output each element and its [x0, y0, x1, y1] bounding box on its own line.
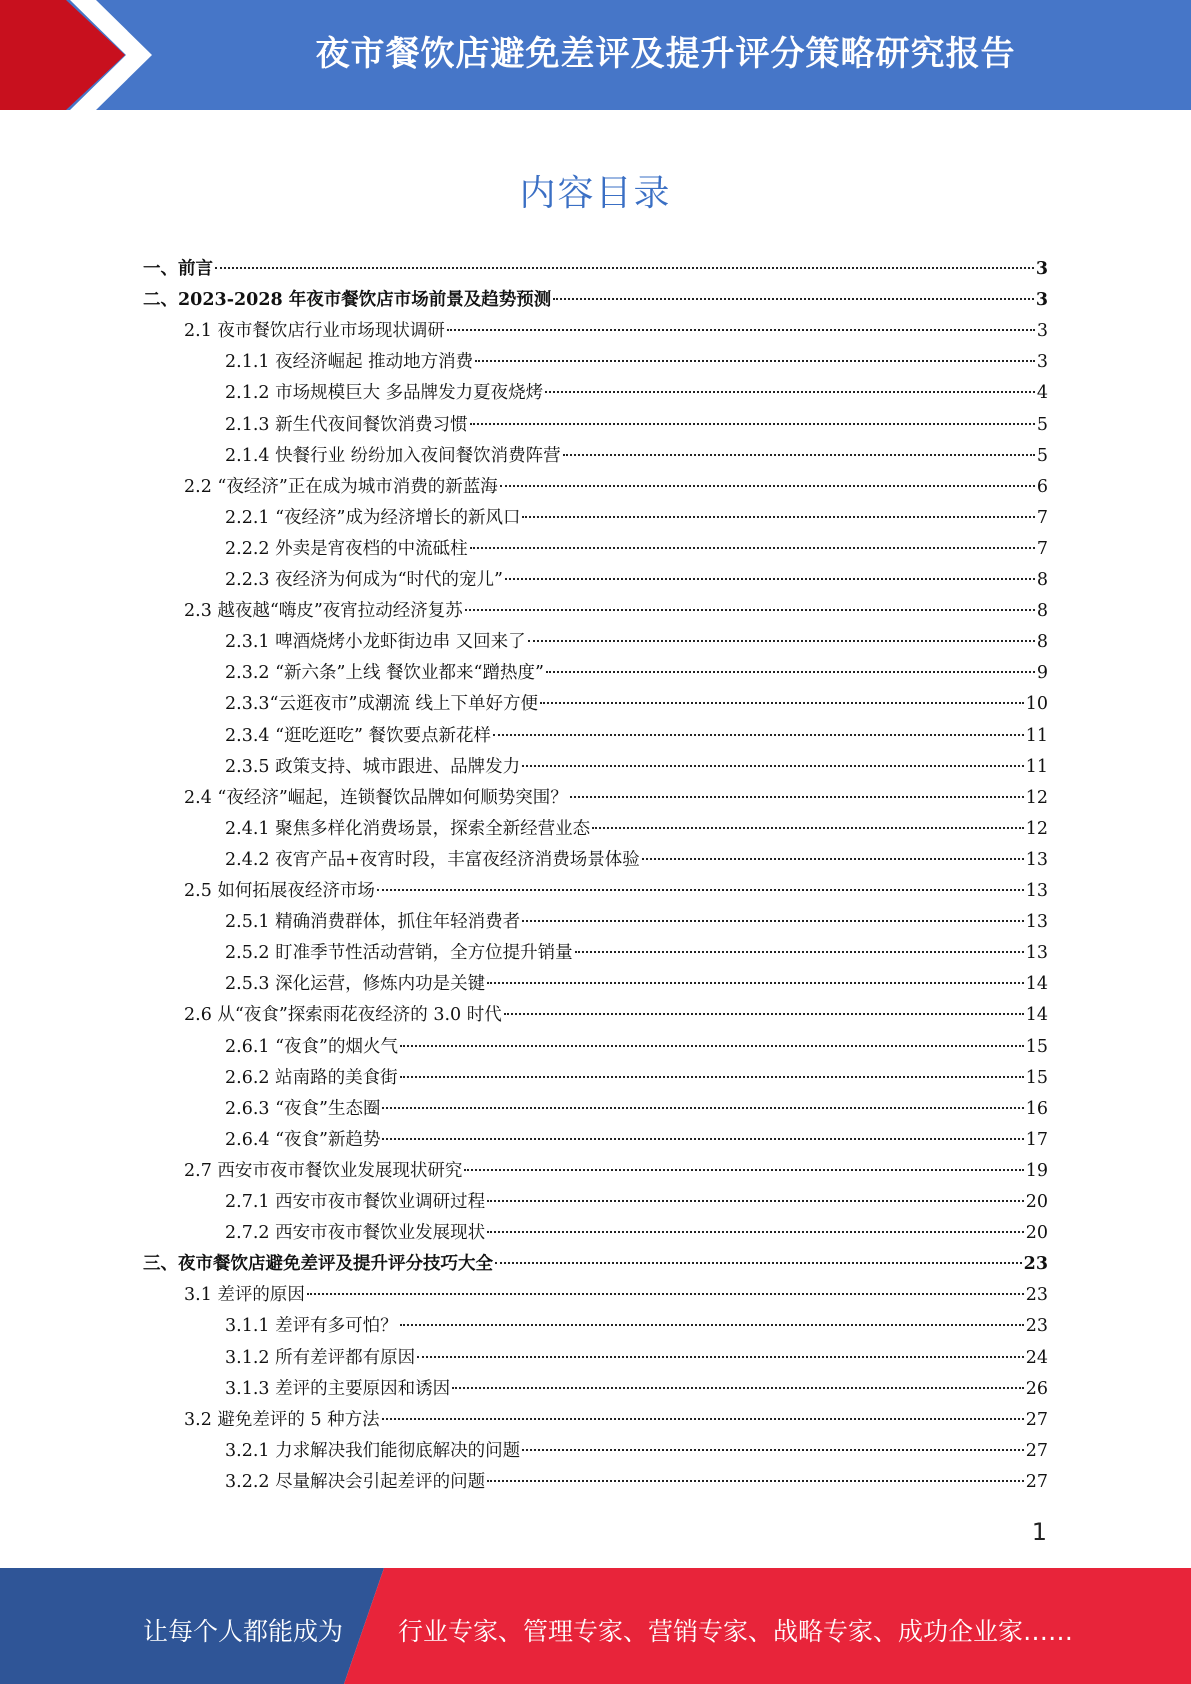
toc-entry-page: 3	[1036, 321, 1048, 342]
toc-entry-page: 20	[1025, 1192, 1048, 1212]
toc-entry-page: 3	[1036, 352, 1048, 373]
toc-entry[interactable]	[225, 1311, 1048, 1342]
toc-leader-dots	[470, 423, 1035, 425]
toc-entry-label: 2.4.1 聚焦多样化消费场景，探索全新经营业态	[225, 818, 591, 839]
toc-entry-page: 19	[1025, 1160, 1048, 1181]
page-number: 1	[1031, 1518, 1047, 1546]
toc-entry-label: 2.3.5 政策支持、城市跟进、品牌发力	[225, 756, 521, 777]
toc-entry-label: 2.1 夜市餐饮店行业市场现状调研	[184, 321, 445, 342]
toc-entry-label: 2.4.2 夜宵产品+夜宵时段，丰富夜经济消费场景体验	[225, 849, 640, 870]
toc-entry[interactable]	[225, 534, 1048, 565]
footer-slogan-right: 行业专家、管理专家、营销专家、战略专家、成功企业家……	[398, 1617, 1074, 1646]
toc-entry-label: 2.6.4 “夜食”新趋势	[225, 1129, 381, 1150]
toc-entry[interactable]	[225, 969, 1048, 1000]
toc-leader-dots	[522, 765, 1024, 767]
toc-leader-dots	[400, 1076, 1024, 1078]
toc-entry-label: 2.1.2 市场规模巨大 多品牌发力夏夜烧烤	[225, 383, 544, 404]
toc-entry-page: 23	[1025, 1316, 1048, 1337]
toc-entry-page: 5	[1036, 414, 1048, 435]
toc-leader-dots	[487, 1480, 1024, 1482]
toc-entry-label: 2.5.1 精确消费群体，抓住年轻消费者	[225, 912, 521, 933]
toc-entry-label: 3.1.1 差评有多可怕？	[225, 1316, 398, 1337]
toc-entry-page: 13	[1025, 943, 1048, 964]
toc-entry[interactable]	[143, 254, 1048, 285]
toc-entry-page: 26	[1025, 1378, 1048, 1399]
toc-entry-page: 23	[1025, 1285, 1048, 1306]
toc-entry-page: 7	[1036, 538, 1048, 559]
toc-entry-page: 5	[1036, 445, 1048, 466]
toc-entry-label: 三、夜市餐饮店避免差评及提升评分技巧大全	[143, 1254, 493, 1275]
toc-entry[interactable]	[225, 441, 1048, 472]
toc-entry-page: 7	[1036, 507, 1048, 528]
toc-entry-page: 6	[1036, 476, 1048, 497]
toc-leader-dots	[382, 1138, 1023, 1140]
toc-leader-dots	[528, 640, 1035, 642]
toc-entry-label: 2.4 “夜经济”崛起，连锁餐饮品牌如何顺势突围？	[184, 787, 568, 808]
toc-leader-dots	[487, 1200, 1024, 1202]
toc-leader-dots	[505, 578, 1035, 580]
toc-entry[interactable]	[225, 1374, 1048, 1405]
report-title: 夜市餐饮店避免差评及提升评分策略研究报告	[315, 34, 1016, 74]
toc-entry[interactable]	[184, 1280, 1048, 1311]
toc-leader-dots	[465, 609, 1035, 611]
toc-leader-dots	[400, 1045, 1024, 1047]
toc-entry-page: 11	[1025, 725, 1048, 746]
header-banner	[0, 0, 1191, 110]
toc-leader-dots	[522, 516, 1034, 518]
toc-entry-label: 3.1 差评的原因	[184, 1285, 305, 1306]
toc-entry-page: 14	[1025, 974, 1048, 995]
toc-leader-dots	[500, 485, 1035, 487]
toc-entry[interactable]	[225, 1343, 1048, 1374]
toc-entry-page: 15	[1025, 1036, 1048, 1057]
toc-entry-page: 14	[1025, 1005, 1048, 1026]
toc-entry[interactable]	[184, 316, 1048, 347]
toc-entry[interactable]	[225, 658, 1048, 689]
toc-entry-label: 2.6 从“夜食”探索雨花夜经济的 3.0 时代	[184, 1005, 502, 1026]
toc-entry-label: 2.1.3 新生代夜间餐饮消费习惯	[225, 414, 468, 435]
footer-slogan-left: 让每个人都能成为	[143, 1617, 344, 1646]
toc-entry-page: 24	[1025, 1347, 1048, 1368]
toc-leader-dots	[382, 1107, 1023, 1109]
toc-leader-dots	[522, 920, 1024, 922]
toc-entry-label: 2.5 如何拓展夜经济市场	[184, 881, 375, 901]
toc-leader-dots	[475, 360, 1035, 362]
toc-entry-label: 2.2.3 夜经济为何成为“时代的宠儿”	[225, 570, 503, 590]
toc-entry[interactable]	[184, 472, 1048, 503]
toc-entry-page: 8	[1036, 601, 1048, 622]
toc-entry[interactable]	[225, 721, 1048, 752]
toc-entry-page: 8	[1036, 570, 1048, 590]
toc-entry-page: 17	[1025, 1129, 1048, 1150]
toc-entry[interactable]	[225, 410, 1048, 441]
toc-entry-page: 16	[1025, 1098, 1048, 1119]
toc-entry-label: 二、2023-2028 年夜市餐饮店市场前景及趋势预测	[143, 290, 552, 311]
toc-entry[interactable]	[225, 1187, 1048, 1218]
toc-entry-label: 3.2.1 力求解决我们能彻底解决的问题	[225, 1440, 521, 1461]
footer-banner	[0, 1568, 1191, 1684]
toc-entry-label: 2.6.1 “夜食”的烟火气	[225, 1036, 398, 1057]
toc-entry-page: 20	[1025, 1223, 1048, 1244]
toc-entry-label: 2.2.1 “夜经济”成为经济增长的新风口	[225, 507, 521, 528]
toc-entry-label: 2.2.2 外卖是宵夜档的中流砥柱	[225, 538, 468, 559]
toc-entry-page: 27	[1025, 1440, 1048, 1461]
toc-entry[interactable]	[225, 1218, 1048, 1249]
toc-entry-page: 3	[1035, 290, 1048, 311]
toc-entry-page: 27	[1025, 1409, 1048, 1430]
toc-entry-label: 2.6.2 站南路的美食街	[225, 1067, 398, 1088]
toc-entry[interactable]	[225, 347, 1048, 378]
toc-entry-page: 13	[1025, 912, 1048, 933]
toc-leader-dots	[522, 1449, 1024, 1451]
toc-leader-dots	[642, 858, 1024, 860]
toc-entry-label: 2.3.2 “新六条”上线 餐饮业都来“蹭热度”	[225, 663, 544, 684]
toc-leader-dots	[495, 1262, 1022, 1264]
toc-leader-dots	[545, 391, 1035, 393]
toc-entry-label: 2.5.3 深化运营，修炼内功是关键	[225, 974, 486, 995]
toc-entry-label: 2.3.4 “逛吃逛吃” 餐饮要点新花样	[225, 725, 492, 746]
toc-entry[interactable]	[225, 627, 1048, 658]
toc-entry-page: 23	[1023, 1254, 1048, 1275]
toc-entry[interactable]	[143, 285, 1048, 316]
toc-entry[interactable]	[225, 503, 1048, 534]
toc-leader-dots	[400, 1324, 1024, 1326]
toc-leader-dots	[447, 329, 1035, 331]
toc-entry[interactable]	[225, 845, 1048, 876]
toc-leader-dots	[575, 951, 1024, 953]
toc-entry[interactable]	[225, 1094, 1048, 1125]
toc-entry[interactable]	[184, 1000, 1048, 1031]
toc-leader-dots	[377, 889, 1024, 891]
toc-entry[interactable]	[225, 938, 1048, 969]
toc-leader-dots	[563, 454, 1035, 456]
toc-entry-page: 10	[1025, 694, 1048, 715]
toc-entry-page: 27	[1025, 1471, 1048, 1492]
toc-entry[interactable]	[225, 565, 1048, 596]
toc-entry-label: 2.5.2 盯准季节性活动营销，全方位提升销量	[225, 943, 573, 964]
toc-entry[interactable]	[184, 876, 1048, 907]
toc-entry-page: 15	[1025, 1067, 1048, 1088]
toc-entry-label: 2.6.3 “夜食”生态圈	[225, 1098, 381, 1119]
toc-entry[interactable]	[184, 783, 1048, 814]
toc-entry[interactable]	[225, 752, 1048, 783]
toc-entry[interactable]	[225, 907, 1048, 938]
toc-entry[interactable]	[184, 1405, 1048, 1436]
toc-entry-label: 2.3.3“云逛夜市”成潮流 线上下单好方便	[225, 694, 538, 715]
toc-entry[interactable]	[225, 378, 1048, 409]
toc-entry-label: 3.1.2 所有差评都有原因	[225, 1347, 416, 1368]
toc-leader-dots	[540, 702, 1024, 704]
toc-entry[interactable]	[184, 596, 1048, 627]
toc-entry[interactable]	[184, 1156, 1048, 1187]
toc-entry[interactable]	[225, 1063, 1048, 1094]
toc-entry-page: 13	[1025, 849, 1048, 870]
toc-entry-page: 8	[1036, 632, 1048, 653]
toc-leader-dots	[570, 796, 1024, 798]
toc-entry-label: 3.1.3 差评的主要原因和诱因	[225, 1378, 451, 1399]
toc-entry-page: 11	[1025, 756, 1048, 777]
toc-entry-label: 2.3 越夜越“嗨皮”夜宵拉动经济复苏	[184, 601, 463, 622]
toc-entry-page: 9	[1036, 663, 1048, 684]
toc-leader-dots	[382, 1418, 1024, 1420]
toc-leader-dots	[470, 547, 1035, 549]
toc-leader-dots	[487, 1231, 1024, 1233]
toc-leader-dots	[464, 1169, 1023, 1171]
toc-entry-label: 2.3.1 啤酒烧烤小龙虾街边串 又回来了	[225, 632, 526, 653]
toc-entry-page: 13	[1025, 881, 1048, 901]
toc-leader-dots	[553, 298, 1034, 300]
toc-entry-label: 2.1.1 夜经济崛起 推动地方消费	[225, 352, 474, 373]
toc-entry-label: 2.7.2 西安市夜市餐饮业发展现状	[225, 1223, 486, 1244]
toc-entry-page: 3	[1035, 259, 1048, 279]
toc-leader-dots	[307, 1293, 1024, 1295]
toc-leader-dots	[487, 982, 1024, 984]
toc-entry[interactable]	[143, 1249, 1048, 1280]
toc-entry[interactable]	[225, 1125, 1048, 1156]
toc-entry[interactable]	[225, 1467, 1048, 1498]
toc-entry-page: 4	[1036, 383, 1048, 404]
toc-entry-label: 3.2 避免差评的 5 种方法	[184, 1409, 380, 1430]
toc-entry[interactable]	[225, 1436, 1048, 1467]
toc-leader-dots	[215, 267, 1034, 269]
toc-entry-page: 12	[1025, 818, 1048, 839]
toc-leader-dots	[546, 671, 1035, 673]
toc-entry[interactable]	[225, 1032, 1048, 1063]
toc-leader-dots	[504, 1013, 1024, 1015]
toc-entry-label: 2.7.1 西安市夜市餐饮业调研过程	[225, 1192, 486, 1212]
toc-entry[interactable]	[225, 814, 1048, 845]
toc-leader-dots	[417, 1356, 1024, 1358]
toc-entry-label: 2.1.4 快餐行业 纷纷加入夜间餐饮消费阵营	[225, 445, 561, 466]
toc-entry-label: 一、前言	[143, 259, 213, 279]
toc-entry-label: 2.2 “夜经济”正在成为城市消费的新蓝海	[184, 476, 498, 497]
toc-entry-label: 3.2.2 尽量解决会引起差评的问题	[225, 1471, 486, 1492]
toc-heading: 内容目录	[519, 173, 672, 214]
toc-leader-dots	[452, 1387, 1024, 1389]
toc-leader-dots	[493, 734, 1024, 736]
toc-entry-label: 2.7 西安市夜市餐饮业发展现状研究	[184, 1160, 463, 1181]
toc-leader-dots	[592, 827, 1024, 829]
toc-entry[interactable]	[225, 689, 1048, 720]
toc-entry-page: 12	[1025, 787, 1048, 808]
